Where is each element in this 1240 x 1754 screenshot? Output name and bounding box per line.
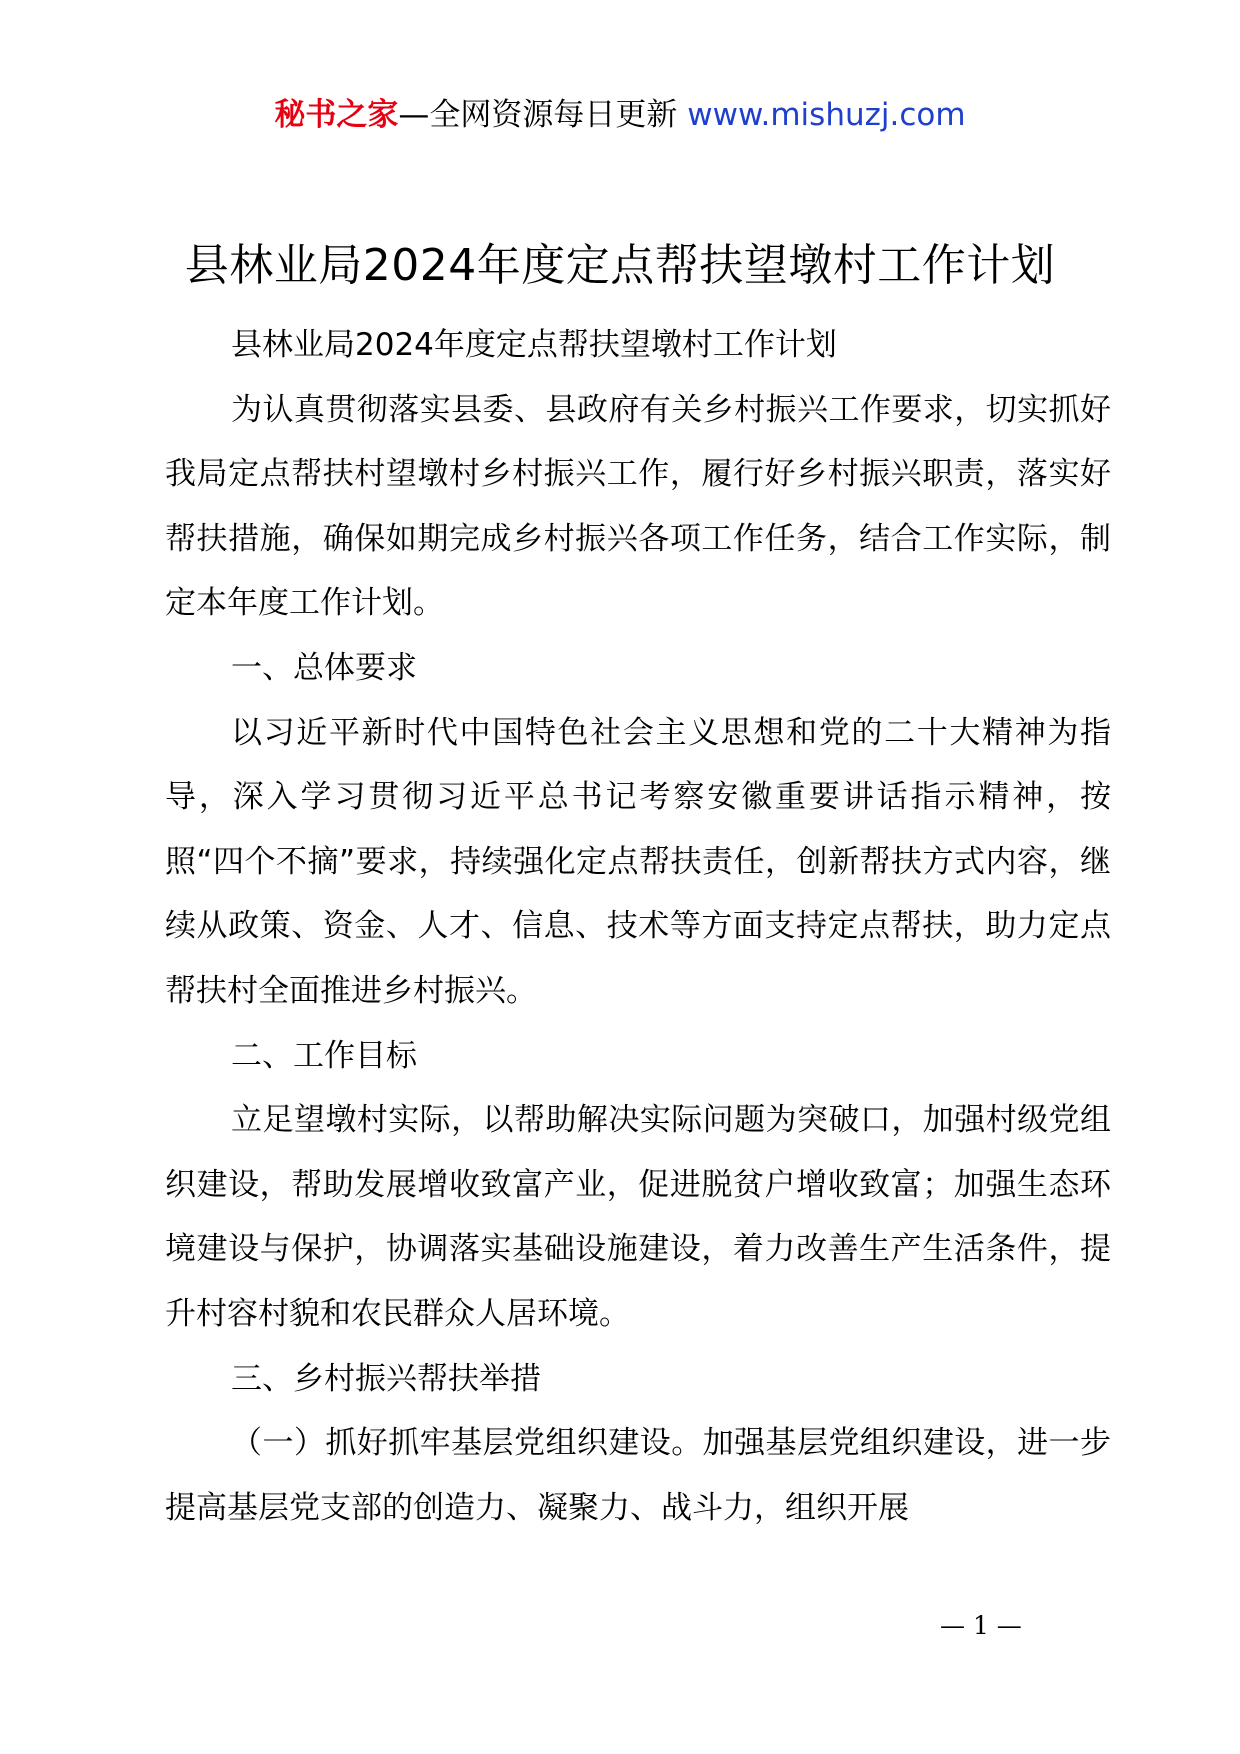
document-body: [165, 313, 1111, 1540]
site-url-link[interactable]: www.mishuzj.com: [687, 97, 966, 133]
page-number: — 1 —: [940, 1611, 1022, 1640]
document-subtitle: 县林业局2024年度定点帮扶望墩村工作计划: [231, 327, 837, 363]
intro-paragraph: 为认真贯彻落实县委、县政府有关乡村振兴工作要求，切实抓好我局定点帮扶村望墩村乡村振兴工作，履行好乡村振兴职责，落实好帮扶措施，确保如期完成乡村振兴各项工作任务，结合工作实际，制定本年度工作计划。: [165, 391, 1111, 622]
section-heading-assistance-measures: 三、乡村振兴帮扶举措: [231, 1360, 541, 1397]
general-requirements-paragraph: 以习近平新时代中国特色社会主义思想和党的二十大精神为指导，深入学习贯彻习近平总书记考察安徽重要讲话指示精神，按照“四个不摘”要求，持续强化定点帮扶责任，创新帮扶方式内容，继续从政策、资金、人才、信息、技术等方面支持定点帮扶，助力定点帮扶村全面推进乡村振兴。: [165, 714, 1111, 1009]
site-brand: 秘书之家: [274, 97, 399, 133]
section-heading-work-goals: 二、工作目标: [231, 1037, 417, 1074]
document-title: 县林业局2024年度定点帮扶望墩村工作计划: [184, 240, 1056, 291]
work-goals-paragraph: 立足望墩村实际，以帮助解决实际问题为突破口，加强村级党组织建设，帮助发展增收致富产业，促进脱贫户增收致富；加强生态环境建设与保护，协调落实基础设施建设，着力改善生产生活条件，提升村容村貌和农民群众人居环境。: [165, 1102, 1111, 1332]
site-tagline: —全网资源每日更新: [398, 97, 688, 133]
assistance-measure-item-1: （一）抓好抓牢基层党组织建设。加强基层党组织建设，进一步提高基层党支部的创造力、凝聚力、战斗力，组织开展: [165, 1425, 1111, 1526]
section-heading-general-requirements: 一、总体要求: [231, 649, 417, 686]
site-banner: [0, 95, 1240, 135]
